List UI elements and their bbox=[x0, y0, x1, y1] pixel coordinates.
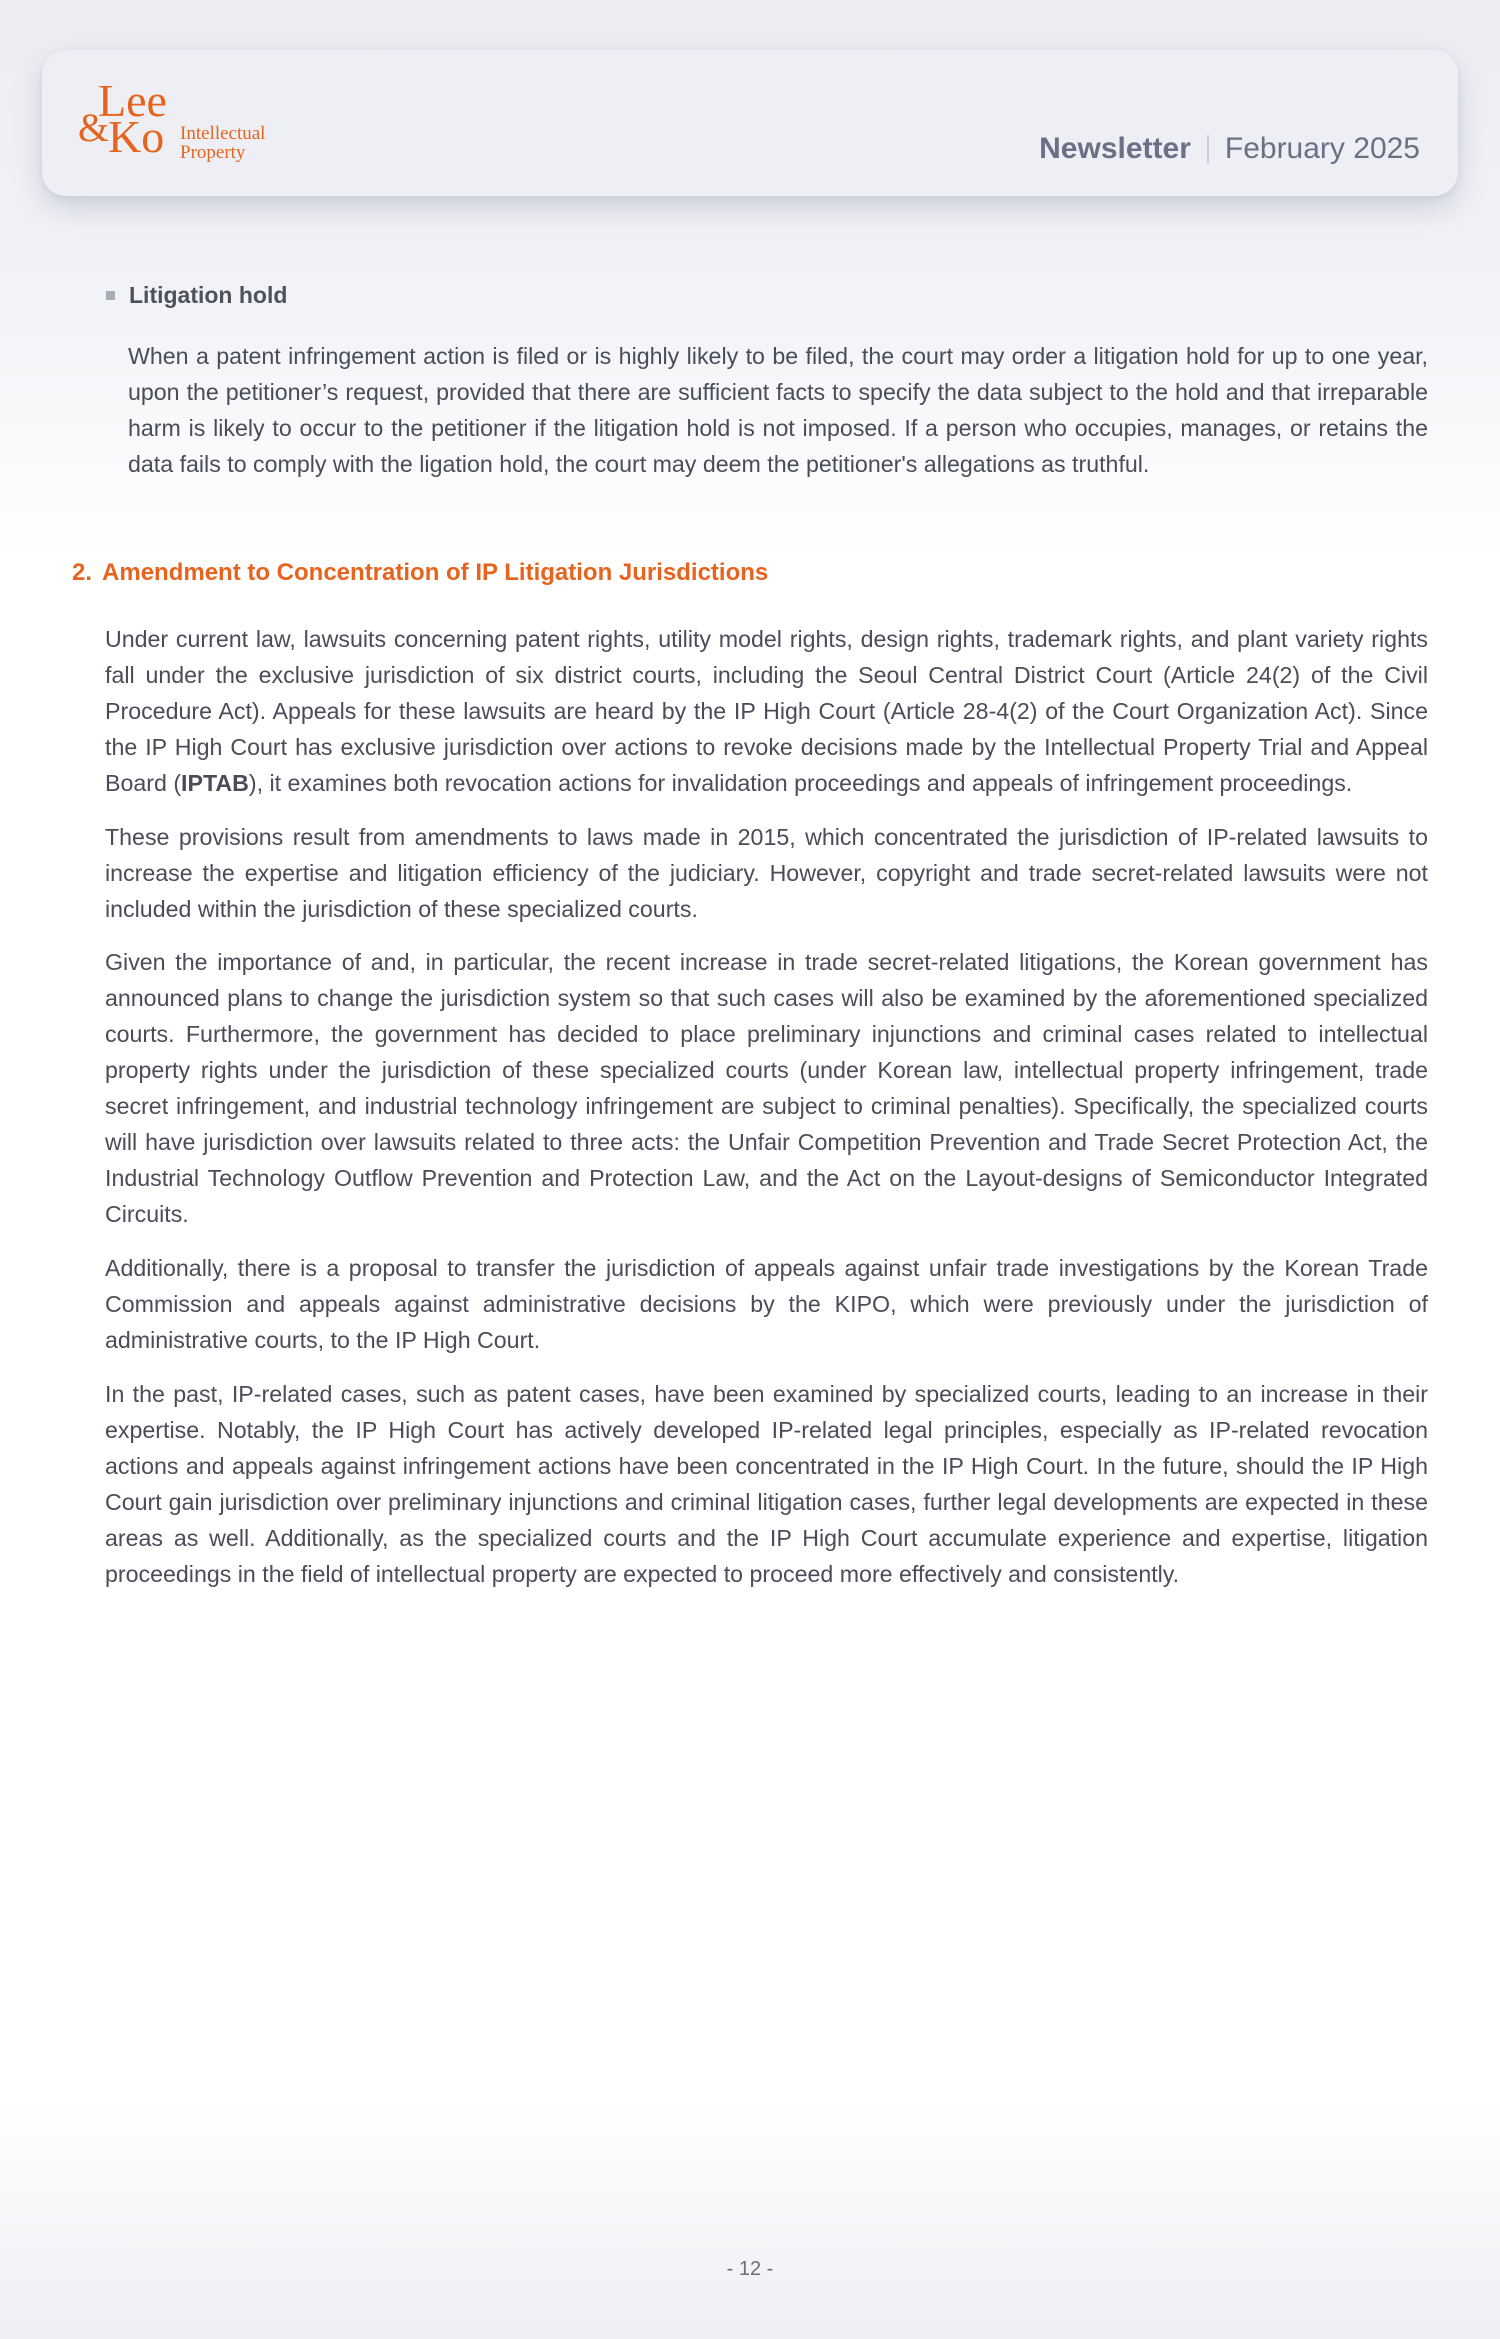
subsection-heading bbox=[106, 282, 287, 309]
logo-lee: Lee bbox=[98, 75, 167, 126]
newsletter-date: February 2025 bbox=[1224, 132, 1420, 165]
lee-ko-logo bbox=[78, 75, 298, 172]
logo-ampersand: & bbox=[78, 105, 110, 150]
paragraph-current-law bbox=[105, 621, 1428, 801]
section-number: 2. bbox=[72, 559, 93, 586]
logo-intellectual: Intellectual bbox=[180, 123, 266, 144]
page-number: - 12 - bbox=[726, 2258, 774, 2280]
paragraph-government-plans: Given the importance of and, in particular, the recent increase in trade secret-related litigations, the Korean government has announced plans to change the jurisdiction system so that such cases will also be examined by the aforementioned specialized courts. Furthermore, the government has decided to place preliminary injunctions and criminal cases related to intellectual property rights under the jurisdiction of these specialized courts (under Korean law, intellectual property infringement, trade secret infringement, and industrial technology infringement are subject to criminal penalties). Specifically, the specialized courts will have jurisdiction over lawsuits related to three acts: the Unfair Competition Prevention and Trade Secret Protection Act, the Industrial Technology Outflow Prevention and Protection Law, and the Act on the Layout-designs of Semiconductor Integrated Circuits. bbox=[105, 949, 1428, 1227]
header-divider bbox=[1207, 135, 1209, 163]
subsection-title: Litigation hold bbox=[129, 282, 288, 308]
newsletter-label: Newsletter bbox=[1039, 132, 1191, 165]
paragraph-2015-amendments: These provisions result from amendments to laws made in 2015, which concentrated the jurisdiction of IP-related lawsuits to increase the expertise and litigation efficiency of the judiciary. However, copyright and trade secret-related lawsuits were not included within the jurisdiction of these specialized courts. bbox=[105, 824, 1428, 922]
paragraph-transfer-proposal: Additionally, there is a proposal to transfer the jurisdiction of appeals against unfair trade investigations by the Korean Trade Commission and appeals against administrative decisions by the KIPO, which were previously under the jurisdiction of administrative courts, to the IP High Court. bbox=[105, 1255, 1428, 1353]
header-meta bbox=[1039, 132, 1420, 166]
logo-property: Property bbox=[180, 142, 246, 163]
square-bullet-icon bbox=[106, 291, 115, 300]
paragraph-outlook: In the past, IP-related cases, such as patent cases, have been examined by specialized courts, leading to an increase in their expertise. Notably, the IP High Court has actively developed IP-related legal principles, especially as IP-related revocation actions and appeals against infringement actions have been concentrated in the IP High Court. In the future, should the IP High Court gain jurisdiction over preliminary injunctions and criminal litigation cases, further legal developments are expected in these areas as well. Additionally, as the specialized courts and the IP High Court accumulate experience and expertise, litigation proceedings in the field of intellectual property are expected to proceed more effectively and consistently. bbox=[105, 1381, 1428, 1587]
newsletter-header bbox=[42, 50, 1458, 196]
section-title: Amendment to Concentration of IP Litigation Jurisdictions bbox=[102, 559, 769, 586]
logo-ko: Ko bbox=[108, 111, 165, 162]
iptab-abbreviation: IPTAB bbox=[181, 770, 249, 796]
litigation-hold-paragraph: When a patent infringement action is filed or is highly likely to be filed, the court may order a litigation hold for up to one year, upon the petitioner’s request, provided that there are sufficient facts to specify the data subject to the hold and that irreparable harm is likely to occur to the petitioner if the litigation hold is not imposed. If a person who occupies, manages, or retains the data fails to comply with the ligation hold, the court may deem the petitioner's allegations as truthful. bbox=[128, 343, 1428, 477]
section-heading bbox=[72, 559, 768, 587]
paragraph-text: ), it examines both revocation actions for invalidation proceedings and appeals of infringement proceedings. bbox=[248, 770, 1353, 796]
paragraph-text: Under current law, lawsuits concerning patent rights, utility model rights, design rights, trademark rights, and plant variety rights fall under the exclusive jurisdiction of six district courts, including the Seoul Central District Court (Article 24(2) of the Civil Procedure Act). Appeals for these lawsuits are heard by the IP High Court (Article 28-4(2) of the Court Organization Act). Since the IP High Court has exclusive jurisdiction over actions to revoke decisions made by the Intellectual Property Trial and Appeal Board ( bbox=[105, 626, 1428, 796]
